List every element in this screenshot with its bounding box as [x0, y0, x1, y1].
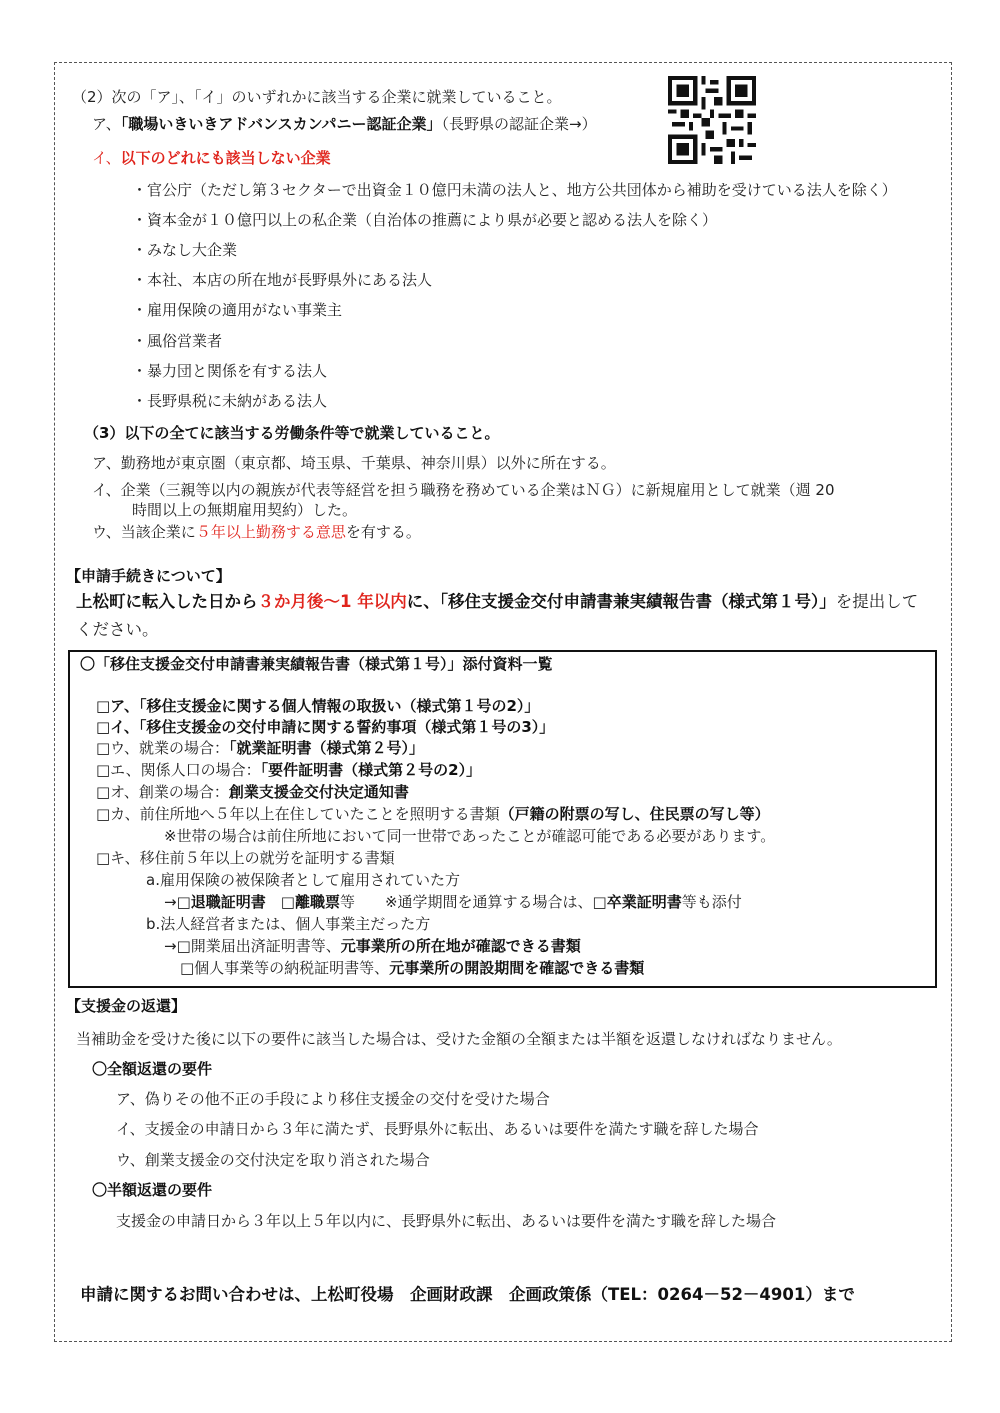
attachment-a: □ア、「移住支援金に関する個人情報の取扱い（様式第１号の2）」 [96, 697, 540, 715]
ki-a1-bold3: 卒業証明書 [606, 893, 682, 911]
attachment-ka-bold: （戸籍の附票の写し、住民票の写し等） [499, 805, 770, 823]
attachment-u-prefix: □ウ、就業の場合： [96, 739, 229, 757]
list-item: ・本社、本店の所在地が長野県外にある法人 [132, 271, 433, 289]
attachment-i: □イ、「移住支援金の交付申請に関する誓約事項（様式第１号の3）」 [96, 718, 555, 736]
sec2-a-bold: 「職場いきいきアドバンスカンパニー認証企業」 [120, 115, 442, 133]
ki-a1-bold2: 離職票 [294, 893, 340, 911]
attachment-ka-note: ※世帯の場合は前住所地において同一世帯であったことが確認可能である必要があります。 [164, 827, 776, 845]
list-item: ・みなし大企業 [132, 241, 238, 259]
contact-info: 申請に関するお問い合わせは、上松町役場 企画財政課 企画政策係（TEL：0264－52－4901）まで [80, 1285, 855, 1304]
attachment-o-bold: 創業支援金交付決定通知書 [228, 783, 409, 801]
list-item: ・長野県税に未納がある法人 [132, 392, 328, 410]
attachment-u [96, 738, 424, 758]
sec3-u-red: ５年以上勤務する意思 [195, 523, 346, 541]
ki-a1-mid: 等 ※通学期間を通算する場合は、□ [339, 893, 607, 911]
ki-a1-bold1: 退職証明書 [190, 893, 266, 911]
sec3-item-u [92, 522, 421, 542]
attachment-ki-b1 [164, 936, 581, 956]
list-item: ・資本金が１０億円以上の私企業（自治体の推薦により県が必要と認める法人を除く） [132, 211, 718, 229]
attachment-e [96, 760, 481, 780]
sec2-item-i [92, 148, 331, 168]
list-item: イ、支援金の申請日から３年に満たず、長野県外に転出、あるいは要件を満たす職を辞した場合 [116, 1120, 759, 1138]
procedure-deadline: ３か月後～1 年以内 [257, 592, 407, 611]
attachment-o-prefix: □オ、創業の場合： [96, 783, 229, 801]
ki-b1-prefix: →□開業届出済証明書等、 [164, 937, 341, 955]
ki-b1-bold: 元事業所の所在地が確認できる書類 [340, 937, 581, 955]
repay-full-title: 〇全額返還の要件 [92, 1060, 213, 1078]
attachment-e-bold: 「要件証明書（様式第２号の2）」 [260, 761, 482, 779]
attachment-ki-a: a.雇用保険の被保険者として雇用されていた方 [146, 871, 460, 889]
sec2-title: （2）次の「ア」、「イ」のいずれかに該当する企業に就業していること。 [72, 88, 562, 106]
attachment-o [96, 782, 409, 802]
procedure-line1-c: を提出して [835, 592, 919, 611]
attachment-ka-prefix: □カ、前住所地へ５年以上在住していたことを照明する書類 [96, 805, 500, 823]
attachments-title: 〇「移住支援金交付申請書兼実績報告書（様式第１号）」添付資料一覧 [80, 655, 553, 673]
sec2-a-prefix: ア、 [92, 115, 121, 133]
list-item: ・雇用保険の適用がない事業主 [132, 301, 343, 319]
attachment-u-bold: 「就業証明書（様式第２号）」 [228, 739, 424, 757]
list-item: ウ、創業支援金の交付決定を取り消された場合 [116, 1151, 430, 1169]
ki-b2-bold: 元事業所の開設期間を確認できる書類 [389, 959, 645, 977]
sec2-a-suffix: （長野県の認証企業→） [441, 115, 597, 133]
list-item: ・暴力団と関係を有する法人 [132, 362, 328, 380]
repay-intro: 当補助金を受けた後に以下の要件に該当した場合は、受けた金額の全額または半額を返還しなければなりません。 [76, 1030, 842, 1048]
repay-heading: 【支援金の返還】 [66, 997, 187, 1015]
procedure-line1-b: に、 [406, 592, 440, 611]
attachment-e-prefix: □エ、関係人口の場合： [96, 761, 261, 779]
sec3-u-prefix: ウ、当該企業に [92, 523, 196, 541]
list-item: ・官公庁（ただし第３セクターで出資金１０億円未満の法人と、地方公共団体から補助を受けている法人を除く） [132, 181, 897, 199]
procedure-heading: 【申請手続きについて】 [66, 567, 231, 585]
repay-half-item: 支援金の申請日から３年以上５年以内に、長野県外に転出、あるいは要件を満たす職を辞した場合 [116, 1212, 777, 1230]
procedure-line1 [76, 592, 918, 612]
sec2-i-bold: 以下のどれにも該当しない企業 [120, 149, 331, 167]
list-item: ア、偽りその他不正の手段により移住支援金の交付を受けた場合 [116, 1090, 550, 1108]
ki-a1-arrow: →□ [164, 893, 191, 911]
ki-a1-end: 等も添付 [681, 893, 742, 911]
sec3-title: （3）以下の全てに該当する労働条件等で就業していること。 [84, 424, 500, 442]
repay-half-title: 〇半額返還の要件 [92, 1181, 213, 1199]
sec2-item-a [92, 114, 597, 134]
sec3-item-i-line1: イ、企業（三親等以内の親族が代表等経営を担う職務を務めている企業はＮＧ）に新規雇用として就業（週 20 [92, 481, 835, 499]
sec2-i-prefix: イ、 [92, 149, 121, 167]
attachment-ki-b: b.法人経営者または、個人事業主だった方 [146, 915, 431, 933]
sec3-item-i-line2: 時間以上の無期雇用契約）した。 [132, 501, 358, 519]
procedure-form-name: 「移住支援金交付申請書兼実績報告書（様式第１号）」 [439, 592, 836, 611]
qr-code-icon[interactable] [668, 76, 756, 164]
attachment-ka [96, 804, 770, 824]
attachment-ki-b2 [180, 958, 644, 978]
ki-b2-prefix: □個人事業等の納税証明書等、 [180, 959, 390, 977]
ki-a1-box: □ [265, 893, 295, 911]
sec3-item-a: ア、勤務地が東京圏（東京都、埼玉県、千葉県、神奈川県）以外に所在する。 [92, 454, 616, 472]
list-item: ・風俗営業者 [132, 332, 223, 350]
sec3-u-suffix: を有する。 [345, 523, 421, 541]
attachment-ki-a1 [164, 892, 742, 912]
attachment-ki: □キ、移住前５年以上の就労を証明する書類 [96, 849, 395, 867]
procedure-line2: ください。 [76, 620, 159, 639]
procedure-line1-a: 上松町に転入した日から [76, 592, 258, 611]
